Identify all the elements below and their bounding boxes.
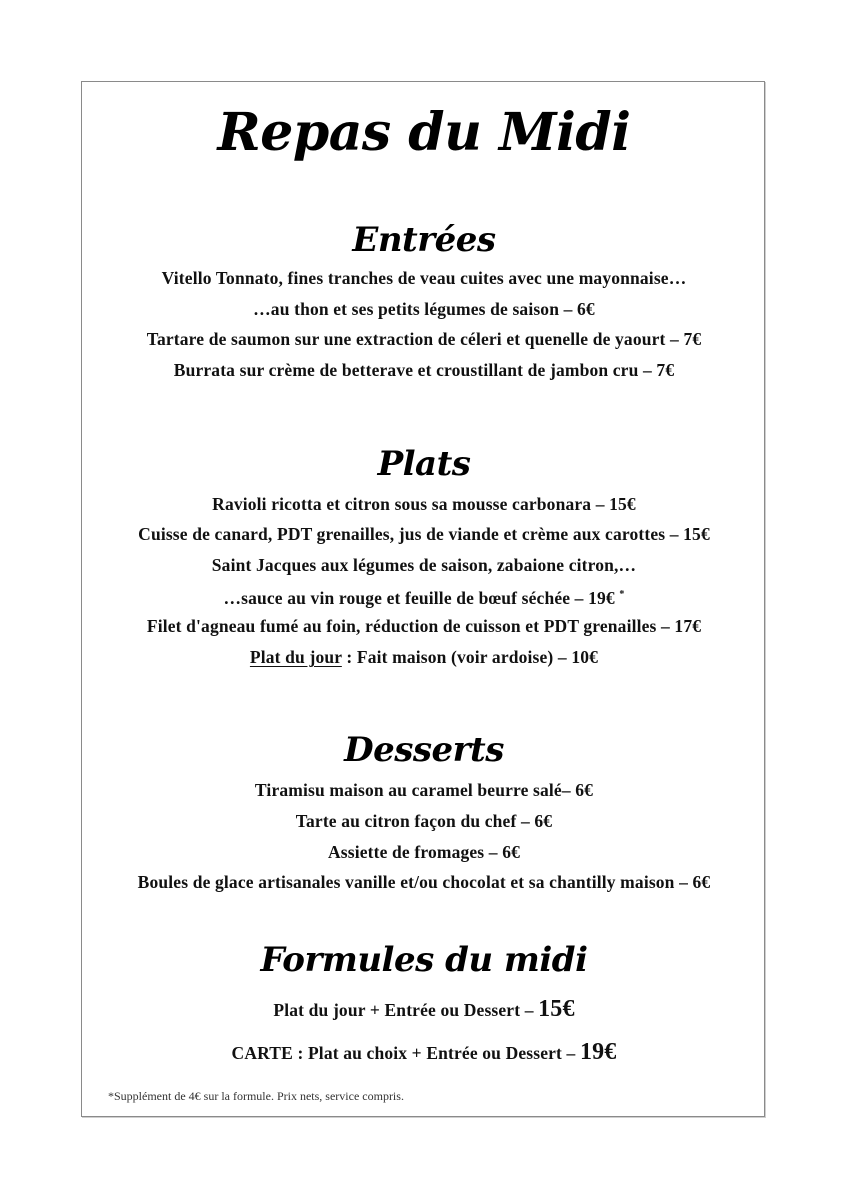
formula-description: Plat du jour + Entrée ou Dessert – [273, 1000, 539, 1020]
desserts-heading: Desserts [344, 730, 504, 770]
formula-price: 15€ [538, 996, 575, 1022]
entree-line: …au thon et ses petits légumes de saison – 6€ [253, 299, 595, 319]
formula-line [0, 1038, 848, 1067]
formules-heading: Formules du midi [260, 940, 588, 980]
plat-line: Ravioli ricotta et citron sous sa mousse carbonara – 15€ [212, 494, 636, 514]
plat-line [0, 583, 848, 610]
dessert-line: Assiette de fromages – 6€ [328, 842, 520, 862]
plat-line-text: …sauce au vin rouge et feuille de bœuf séchée – 19€ [223, 587, 615, 608]
entree-line: Vitello Tonnato, fines tranches de veau cuites avec une mayonnaise… [161, 268, 687, 288]
plat-line: Filet d'agneau fumé au foin, réduction de cuisson et PDT grenailles – 17€ [146, 616, 702, 636]
plat-du-jour-line [0, 645, 848, 669]
entree-line: Tartare de saumon sur une extraction de céleri et quenelle de yaourt – 7€ [146, 329, 702, 349]
plat-du-jour-details: : Fait maison (voir ardoise) – 10€ [341, 647, 599, 667]
formula-line [0, 995, 848, 1024]
entree-line: Burrata sur crème de betterave et croustillant de jambon cru – 7€ [173, 360, 675, 380]
page-title: Repas du Midi [217, 102, 631, 163]
plat-line: Saint Jacques aux légumes de saison, zabaione citron,… [211, 555, 637, 575]
footnote: *Supplément de 4€ sur la formule. Prix nets, service compris. [108, 1089, 404, 1103]
plats-heading: Plats [377, 444, 471, 484]
supplement-asterisk: * [619, 589, 625, 600]
formula-price: 19€ [579, 1039, 617, 1065]
dessert-line: Tarte au citron façon du chef – 6€ [295, 811, 553, 831]
plat-line: Cuisse de canard, PDT grenailles, jus de viande et crème aux carottes – 15€ [138, 524, 710, 544]
entrees-heading: Entrées [352, 220, 496, 260]
plat-du-jour-label: Plat du jour [249, 647, 342, 667]
dessert-line: Tiramisu maison au caramel beurre salé– 6€ [254, 780, 594, 800]
dessert-line: Boules de glace artisanales vanille et/ou chocolat et sa chantilly maison – 6€ [137, 872, 711, 892]
formula-description: CARTE : Plat au choix + Entrée ou Dessert – [231, 1043, 580, 1063]
